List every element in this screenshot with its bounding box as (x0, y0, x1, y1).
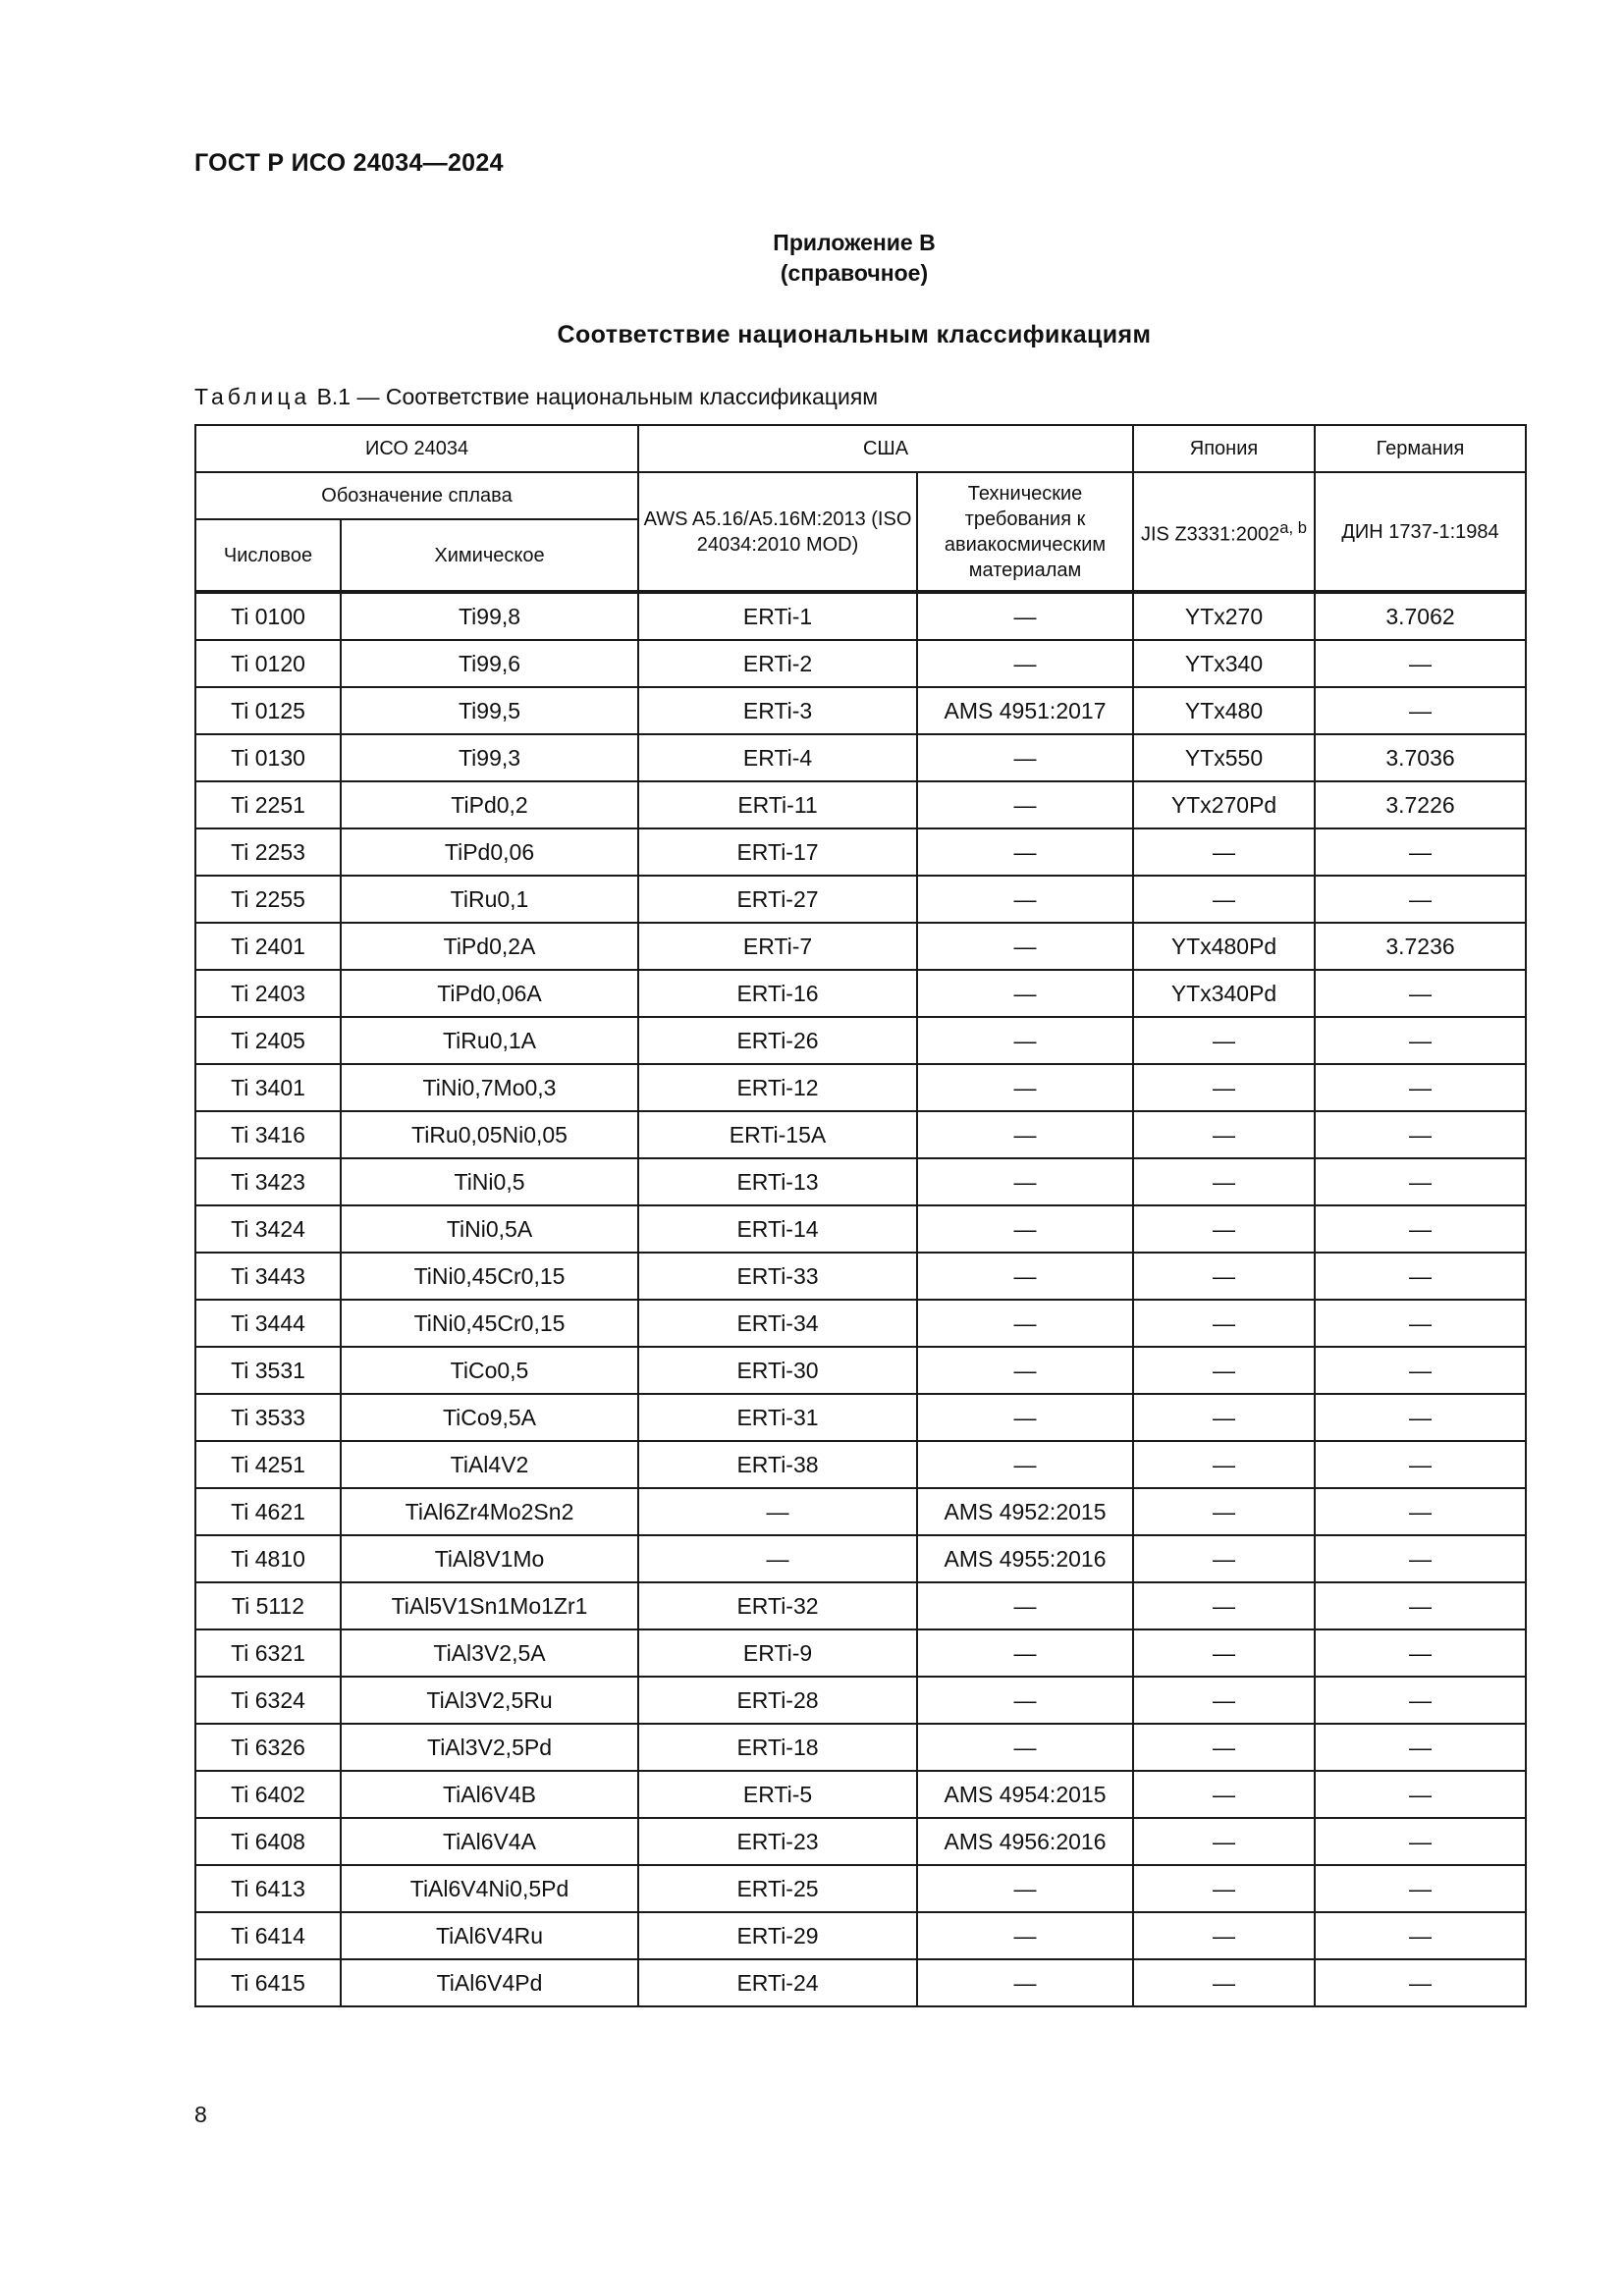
cell-jis: YTx340 (1133, 640, 1315, 687)
table-row (195, 1300, 1526, 1347)
cell-jis: — (1133, 1347, 1315, 1394)
cell-aws: ERTi-29 (638, 1912, 917, 1959)
table-row (195, 1865, 1526, 1912)
cell-aerospace: — (917, 1394, 1133, 1441)
cell-chemical: TiAl6V4Ru (341, 1912, 638, 1959)
cell-chemical: TiAl5V1Sn1Mo1Zr1 (341, 1582, 638, 1629)
cell-aerospace: — (917, 923, 1133, 970)
cell-din: — (1315, 1677, 1526, 1724)
cell-din: — (1315, 970, 1526, 1017)
table-row (195, 1017, 1526, 1064)
cell-aerospace: — (917, 781, 1133, 828)
cell-chemical: TiNi0,5 (341, 1158, 638, 1205)
table-row (195, 1724, 1526, 1771)
cell-jis: — (1133, 1394, 1315, 1441)
cell-din: — (1315, 1441, 1526, 1488)
cell-jis: — (1133, 1912, 1315, 1959)
table-row (195, 1771, 1526, 1818)
cell-aerospace: — (917, 1865, 1133, 1912)
cell-din: — (1315, 1017, 1526, 1064)
cell-aws: ERTi-16 (638, 970, 917, 1017)
cell-chemical: TiPd0,2A (341, 923, 638, 970)
table-row (195, 640, 1526, 687)
table-caption-text: В.1 — Соответствие национальным классификациям (316, 384, 879, 409)
cell-din: — (1315, 1912, 1526, 1959)
cell-aerospace: — (917, 1912, 1133, 1959)
cell-jis: YTx550 (1133, 734, 1315, 781)
cell-din: — (1315, 640, 1526, 687)
cell-numeric: Ti 6408 (195, 1818, 341, 1865)
cell-numeric: Ti 6402 (195, 1771, 341, 1818)
cell-din: — (1315, 1629, 1526, 1677)
cell-chemical: TiNi0,45Cr0,15 (341, 1253, 638, 1300)
classification-table (194, 424, 1527, 2007)
table-row (195, 1629, 1526, 1677)
cell-jis: — (1133, 876, 1315, 923)
cell-chemical: TiAl6V4A (341, 1818, 638, 1865)
cell-chemical: TiCo0,5 (341, 1347, 638, 1394)
cell-din: — (1315, 1300, 1526, 1347)
cell-chemical: TiPd0,06A (341, 970, 638, 1017)
cell-chemical: TiAl6V4B (341, 1771, 638, 1818)
table-row (195, 1064, 1526, 1111)
cell-din: — (1315, 1582, 1526, 1629)
cell-aerospace: — (917, 876, 1133, 923)
cell-jis: — (1133, 1959, 1315, 2006)
table-row (195, 687, 1526, 734)
cell-jis: — (1133, 1724, 1315, 1771)
cell-din: — (1315, 1488, 1526, 1535)
cell-aerospace: AMS 4954:2015 (917, 1771, 1133, 1818)
cell-chemical: TiAl3V2,5A (341, 1629, 638, 1677)
cell-aerospace: — (917, 734, 1133, 781)
cell-numeric: Ti 2401 (195, 923, 341, 970)
header-usa: США (638, 425, 1133, 472)
table-row (195, 734, 1526, 781)
cell-chemical: Ti99,6 (341, 640, 638, 687)
cell-jis: — (1133, 1818, 1315, 1865)
cell-numeric: Ti 3423 (195, 1158, 341, 1205)
cell-din: — (1315, 1064, 1526, 1111)
cell-aerospace: — (917, 1158, 1133, 1205)
cell-numeric: Ti 3444 (195, 1300, 341, 1347)
cell-din: — (1315, 1253, 1526, 1300)
cell-aws: ERTi-4 (638, 734, 917, 781)
cell-chemical: Ti99,5 (341, 687, 638, 734)
table-row (195, 1111, 1526, 1158)
cell-numeric: Ti 3401 (195, 1064, 341, 1111)
cell-aerospace: — (917, 1111, 1133, 1158)
cell-aerospace: — (917, 970, 1133, 1017)
cell-numeric: Ti 6414 (195, 1912, 341, 1959)
cell-jis: — (1133, 1205, 1315, 1253)
table-body (195, 592, 1526, 2006)
cell-aerospace: — (917, 1064, 1133, 1111)
cell-aerospace: — (917, 592, 1133, 640)
cell-jis: — (1133, 1865, 1315, 1912)
cell-chemical: TiRu0,1 (341, 876, 638, 923)
cell-numeric: Ti 4621 (195, 1488, 341, 1535)
cell-aws: — (638, 1488, 917, 1535)
cell-jis: — (1133, 1582, 1315, 1629)
cell-din: 3.7062 (1315, 592, 1526, 640)
annex-title: Приложение В (773, 230, 936, 255)
cell-din: 3.7236 (1315, 923, 1526, 970)
header-jis-footnote: a, b (1279, 518, 1308, 538)
table-row (195, 592, 1526, 640)
table-row (195, 1959, 1526, 2006)
document-code: ГОСТ Р ИСО 24034—2024 (194, 149, 504, 177)
table-row (195, 1535, 1526, 1582)
cell-chemical: TiAl8V1Mo (341, 1535, 638, 1582)
cell-aws: ERTi-24 (638, 1959, 917, 2006)
cell-din: — (1315, 687, 1526, 734)
table-caption (194, 384, 878, 410)
cell-aws: ERTi-23 (638, 1818, 917, 1865)
header-iso: ИСО 24034 (195, 425, 638, 472)
cell-numeric: Ti 2253 (195, 828, 341, 876)
cell-aerospace: AMS 4952:2015 (917, 1488, 1133, 1535)
cell-numeric: Ti 5112 (195, 1582, 341, 1629)
header-aerospace: Технические требования к авиакосмическим материалам (917, 472, 1133, 592)
cell-aerospace: — (917, 1677, 1133, 1724)
header-numeric: Числовое (195, 519, 341, 592)
cell-din: 3.7226 (1315, 781, 1526, 828)
cell-din: — (1315, 1205, 1526, 1253)
cell-aws: ERTi-34 (638, 1300, 917, 1347)
header-alloy-designation: Обозначение сплава (195, 472, 638, 519)
cell-numeric: Ti 2405 (195, 1017, 341, 1064)
cell-aerospace: AMS 4955:2016 (917, 1535, 1133, 1582)
table-row (195, 1394, 1526, 1441)
table-row (195, 923, 1526, 970)
cell-din: 3.7036 (1315, 734, 1526, 781)
table-row (195, 1582, 1526, 1629)
cell-din: — (1315, 1394, 1526, 1441)
cell-aerospace: — (917, 1629, 1133, 1677)
cell-chemical: TiAl4V2 (341, 1441, 638, 1488)
cell-jis: — (1133, 1158, 1315, 1205)
cell-aerospace: — (917, 1441, 1133, 1488)
cell-chemical: TiNi0,45Cr0,15 (341, 1300, 638, 1347)
cell-jis: YTx270 (1133, 592, 1315, 640)
cell-chemical: TiNi0,5A (341, 1205, 638, 1253)
cell-numeric: Ti 3533 (195, 1394, 341, 1441)
cell-jis: — (1133, 1677, 1315, 1724)
header-jis-text: JIS Z3331:2002 (1141, 523, 1280, 546)
cell-chemical: TiAl6V4Pd (341, 1959, 638, 2006)
annex-type: (справочное) (780, 260, 929, 286)
table-row (195, 876, 1526, 923)
cell-numeric: Ti 4810 (195, 1535, 341, 1582)
cell-din: — (1315, 1535, 1526, 1582)
header-germany: Германия (1315, 425, 1526, 472)
cell-jis: — (1133, 1441, 1315, 1488)
cell-numeric: Ti 6321 (195, 1629, 341, 1677)
cell-aws: ERTi-17 (638, 828, 917, 876)
cell-chemical: TiPd0,06 (341, 828, 638, 876)
cell-aws: — (638, 1535, 917, 1582)
cell-jis: — (1133, 828, 1315, 876)
cell-jis: YTx480Pd (1133, 923, 1315, 970)
cell-aws: ERTi-9 (638, 1629, 917, 1677)
header-chemical: Химическое (341, 519, 638, 592)
cell-chemical: TiAl6Zr4Mo2Sn2 (341, 1488, 638, 1535)
cell-din: — (1315, 1959, 1526, 2006)
cell-aws: ERTi-3 (638, 687, 917, 734)
cell-aerospace: — (917, 1724, 1133, 1771)
cell-aerospace: — (917, 1300, 1133, 1347)
cell-aws: ERTi-28 (638, 1677, 917, 1724)
cell-chemical: TiPd0,2 (341, 781, 638, 828)
cell-aws: ERTi-1 (638, 592, 917, 640)
cell-numeric: Ti 3424 (195, 1205, 341, 1253)
cell-jis: — (1133, 1253, 1315, 1300)
cell-numeric: Ti 4251 (195, 1441, 341, 1488)
cell-aerospace: — (917, 640, 1133, 687)
cell-numeric: Ti 0130 (195, 734, 341, 781)
cell-aws: ERTi-33 (638, 1253, 917, 1300)
cell-aerospace: AMS 4951:2017 (917, 687, 1133, 734)
cell-jis: YTx480 (1133, 687, 1315, 734)
cell-numeric: Ti 0125 (195, 687, 341, 734)
cell-aerospace: — (917, 1347, 1133, 1394)
cell-numeric: Ti 2403 (195, 970, 341, 1017)
table-row (195, 828, 1526, 876)
cell-numeric: Ti 3531 (195, 1347, 341, 1394)
cell-din: — (1315, 1771, 1526, 1818)
table-row (195, 1205, 1526, 1253)
table-row (195, 1253, 1526, 1300)
cell-chemical: TiRu0,05Ni0,05 (341, 1111, 638, 1158)
table-row (195, 1677, 1526, 1724)
cell-aws: ERTi-30 (638, 1347, 917, 1394)
annex-heading (0, 228, 1624, 289)
table-row (195, 1347, 1526, 1394)
header-jis (1133, 472, 1315, 592)
cell-din: — (1315, 1865, 1526, 1912)
cell-aws: ERTi-12 (638, 1064, 917, 1111)
cell-aws: ERTi-2 (638, 640, 917, 687)
cell-aerospace: — (917, 1582, 1133, 1629)
cell-aerospace: — (917, 1253, 1133, 1300)
cell-numeric: Ti 6324 (195, 1677, 341, 1724)
page-number: 8 (194, 2102, 207, 2127)
cell-aws: ERTi-18 (638, 1724, 917, 1771)
cell-din: — (1315, 1158, 1526, 1205)
table-row (195, 1488, 1526, 1535)
table-caption-label: Таблица (194, 384, 311, 409)
cell-aws: ERTi-26 (638, 1017, 917, 1064)
cell-chemical: TiAl3V2,5Pd (341, 1724, 638, 1771)
cell-din: — (1315, 1347, 1526, 1394)
cell-chemical: TiAl3V2,5Ru (341, 1677, 638, 1724)
table-row (195, 781, 1526, 828)
cell-numeric: Ti 2255 (195, 876, 341, 923)
cell-numeric: Ti 0120 (195, 640, 341, 687)
cell-din: — (1315, 1818, 1526, 1865)
section-title: Соответствие национальным классификациям (557, 321, 1152, 348)
cell-jis: — (1133, 1488, 1315, 1535)
cell-aws: ERTi-25 (638, 1865, 917, 1912)
cell-aerospace: — (917, 828, 1133, 876)
cell-din: — (1315, 828, 1526, 876)
cell-din: — (1315, 1724, 1526, 1771)
header-din: ДИН 1737-1:1984 (1315, 472, 1526, 592)
cell-jis: YTx340Pd (1133, 970, 1315, 1017)
table-row (195, 1818, 1526, 1865)
cell-numeric: Ti 3416 (195, 1111, 341, 1158)
cell-aws: ERTi-14 (638, 1205, 917, 1253)
cell-jis: — (1133, 1300, 1315, 1347)
cell-chemical: Ti99,3 (341, 734, 638, 781)
cell-aws: ERTi-15A (638, 1111, 917, 1158)
cell-aws: ERTi-11 (638, 781, 917, 828)
cell-jis: — (1133, 1771, 1315, 1818)
cell-aerospace: — (917, 1017, 1133, 1064)
cell-jis: — (1133, 1111, 1315, 1158)
cell-numeric: Ti 2251 (195, 781, 341, 828)
cell-jis: — (1133, 1629, 1315, 1677)
header-aws: AWS A5.16/A5.16M:2013 (ISO 24034:2010 MOD) (638, 472, 917, 592)
header-japan: Япония (1133, 425, 1315, 472)
cell-jis: — (1133, 1064, 1315, 1111)
cell-aws: ERTi-32 (638, 1582, 917, 1629)
cell-aws: ERTi-31 (638, 1394, 917, 1441)
cell-aws: ERTi-27 (638, 876, 917, 923)
cell-aws: ERTi-7 (638, 923, 917, 970)
cell-aws: ERTi-5 (638, 1771, 917, 1818)
cell-din: — (1315, 876, 1526, 923)
cell-numeric: Ti 6415 (195, 1959, 341, 2006)
cell-jis: YTx270Pd (1133, 781, 1315, 828)
cell-aws: ERTi-13 (638, 1158, 917, 1205)
cell-chemical: TiRu0,1A (341, 1017, 638, 1064)
table-row (195, 1158, 1526, 1205)
table-row (195, 1912, 1526, 1959)
cell-numeric: Ti 3443 (195, 1253, 341, 1300)
cell-aerospace: — (917, 1959, 1133, 2006)
cell-chemical: TiNi0,7Mo0,3 (341, 1064, 638, 1111)
table-row (195, 970, 1526, 1017)
cell-chemical: TiAl6V4Ni0,5Pd (341, 1865, 638, 1912)
cell-chemical: TiCo9,5A (341, 1394, 638, 1441)
cell-chemical: Ti99,8 (341, 592, 638, 640)
cell-aws: ERTi-38 (638, 1441, 917, 1488)
cell-numeric: Ti 6326 (195, 1724, 341, 1771)
cell-jis: — (1133, 1535, 1315, 1582)
cell-numeric: Ti 0100 (195, 592, 341, 640)
cell-aerospace: AMS 4956:2016 (917, 1818, 1133, 1865)
cell-din: — (1315, 1111, 1526, 1158)
table-row (195, 1441, 1526, 1488)
cell-jis: — (1133, 1017, 1315, 1064)
cell-aerospace: — (917, 1205, 1133, 1253)
cell-numeric: Ti 6413 (195, 1865, 341, 1912)
